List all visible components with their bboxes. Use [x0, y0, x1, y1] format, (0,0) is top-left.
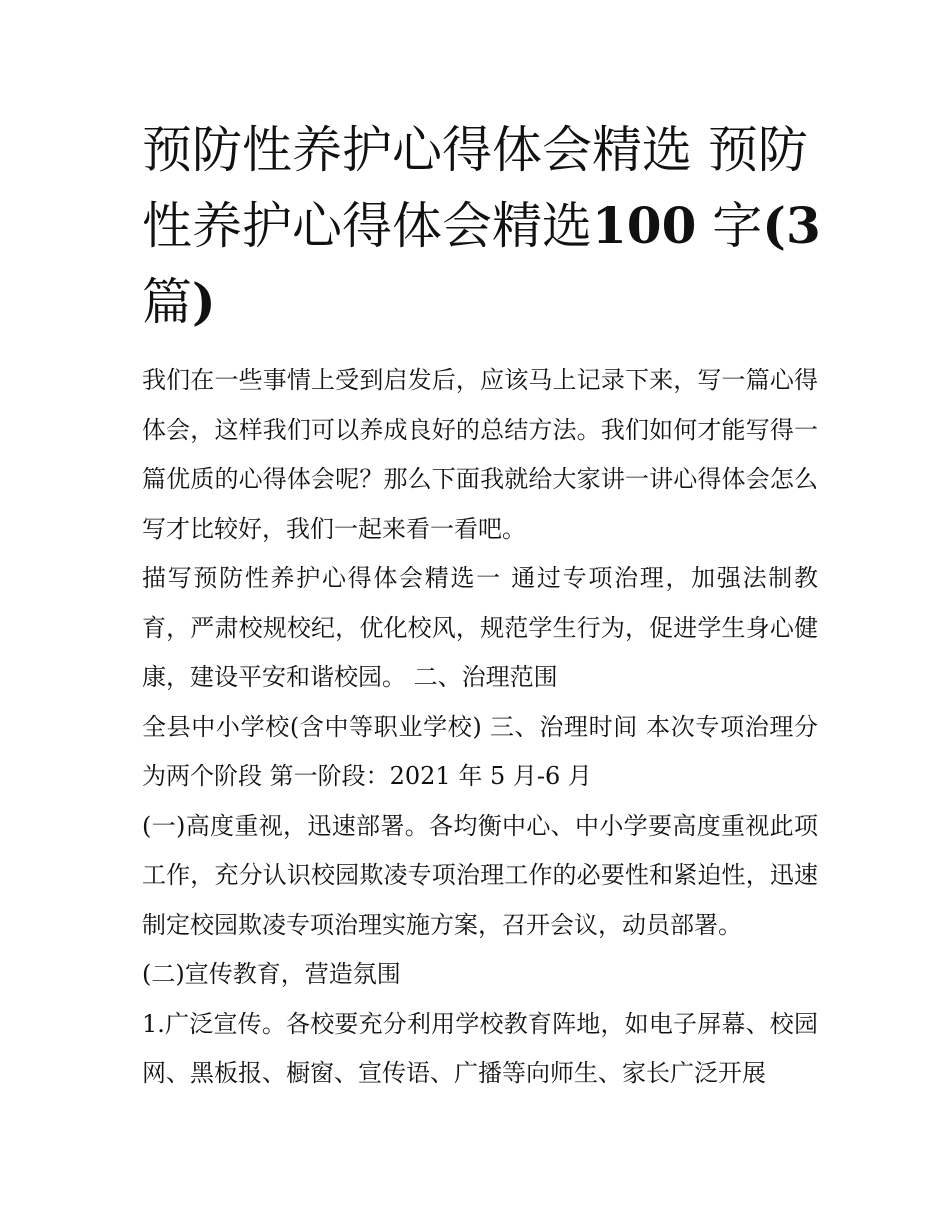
deployment-paragraph: (一)高度重视，迅速部署。各均衡中心、中小学要高度重视此项工作，充分认识校园欺凌专项治理工作的必要性和紧迫性，迅速制定校园欺凌专项治理实施方案，召开会议，动员部署。: [142, 811, 818, 939]
section-one-paragraph: 描写预防性养护心得体会精选一 通过专项治理，加强法制教育，严肃校规校纪，优化校风，规范学生行为，促进学生身心健康，建设平安和谐校园。 二、治理范围: [142, 564, 818, 691]
title-count-open: (3: [762, 196, 821, 255]
title-number: 100: [592, 196, 697, 255]
publicity-paragraph: 1.广泛宣传。各校要充分利用学校教育阵地，如电子屏幕、校园网、黑板报、橱窗、宣传语、广播等向师生、家长广泛开展: [142, 1009, 818, 1087]
title-count-close: ): [192, 272, 216, 331]
document-body: [142, 356, 818, 1099]
publicity-heading: (二)宣传教育，营造氛围: [142, 960, 401, 988]
intro-paragraph: 我们在一些事情上受到启发后，应该马上记录下来，写一篇心得体会，这样我们可以养成良好的总结方法。我们如何才能写得一篇优质的心得体会呢？那么下面我就给大家讲一讲心得体会怎么写才比较好，我们一起来看一看吧。: [142, 366, 818, 543]
document-title: [142, 112, 822, 340]
scope-time-paragraph: 全县中小学校(含中等职业学校) 三、治理时间 本次专项治理分为两个阶段 第一阶段：2021 年 5 月-6 月: [142, 712, 818, 790]
title-unit: 字: [696, 197, 763, 255]
title-text: 预防性养护心得体会精选 预防性养护心得体会精选: [142, 121, 808, 255]
title-count-word: 篇: [142, 273, 192, 331]
